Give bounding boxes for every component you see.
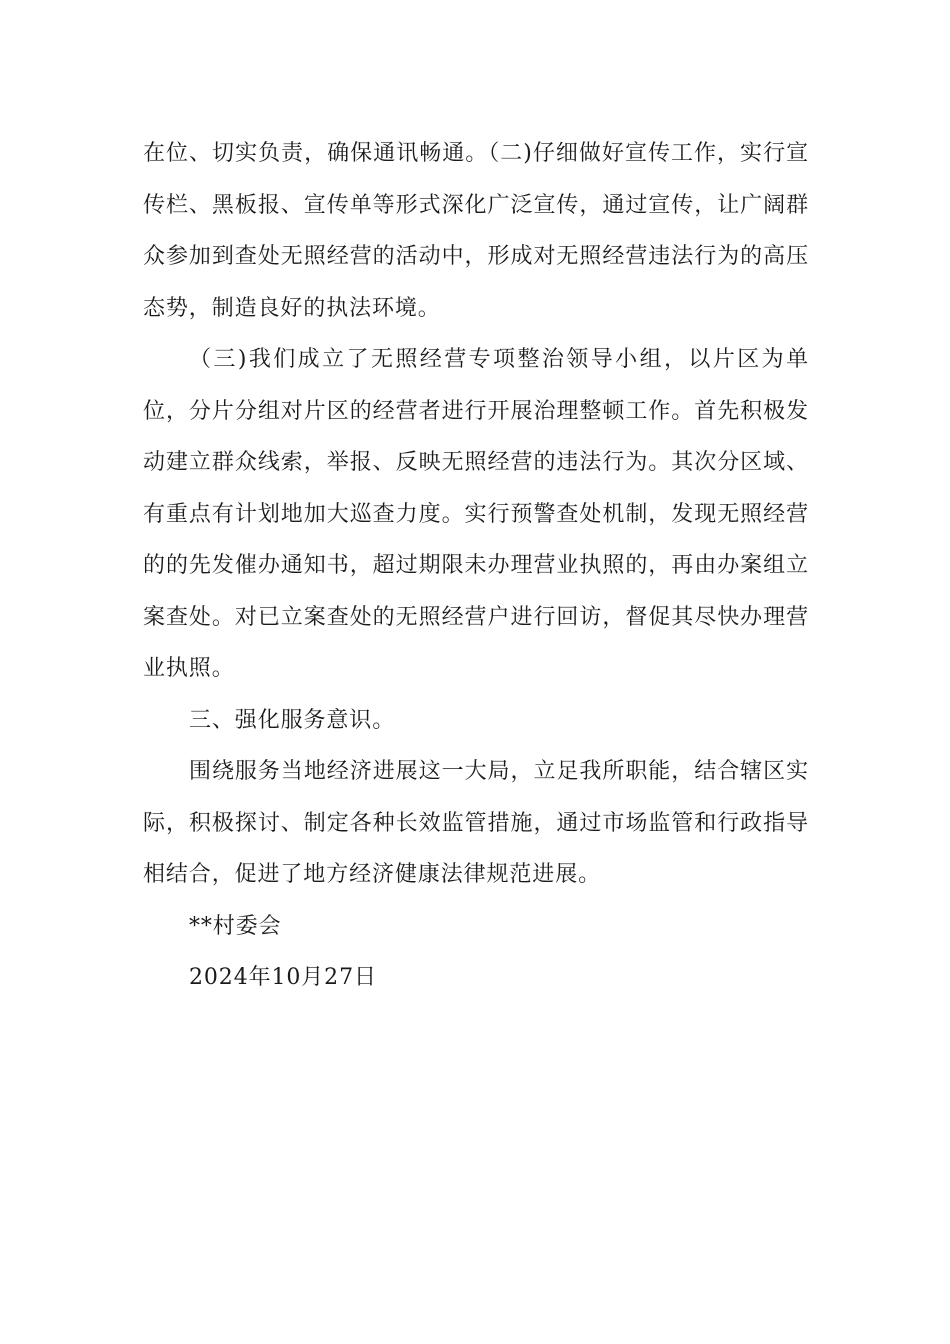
paragraph-economic-service: 围绕服务当地经济进展这一大局，立足我所职能，结合辖区实际，积极探讨、制定各种长效监管措施，通过市场监管和行政指导相结合，促进了地方经济健康法律规范进展。 [143, 759, 809, 887]
section-heading-service-awareness: 三、强化服务意识。 [189, 707, 396, 733]
document-body [143, 128, 809, 1004]
paragraph-publicity: 在位、切实负责，确保通讯畅通。（二)仔细做好宣传工作，实行宣传栏、黑板报、宣传单等形式深化广泛宣传，通过宣传，让广阔群众参加到查处无照经营的活动中，形成对无照经营违法行为的高压态势，制造良好的执法环境。 [143, 141, 809, 321]
paragraph-rectification-group: （三)我们成立了无照经营专项整治领导小组，以片区为单位，分片分组对片区的经营者进行开展治理整顿工作。首先积极发动建立群众线索，举报、反映无照经营的违法行为。其次分区域、有重点有计划地加大巡查力度。实行预警查处机制，发现无照经营的的先发催办通知书，超过期限未办理营业执照的，再由办案组立案查处。对已立案查处的无照经营户进行回访，督促其尽快办理营业执照。 [143, 347, 809, 681]
signature-date: 2024年10月27日 [189, 965, 377, 990]
signature-organization: **村委会 [189, 913, 282, 939]
